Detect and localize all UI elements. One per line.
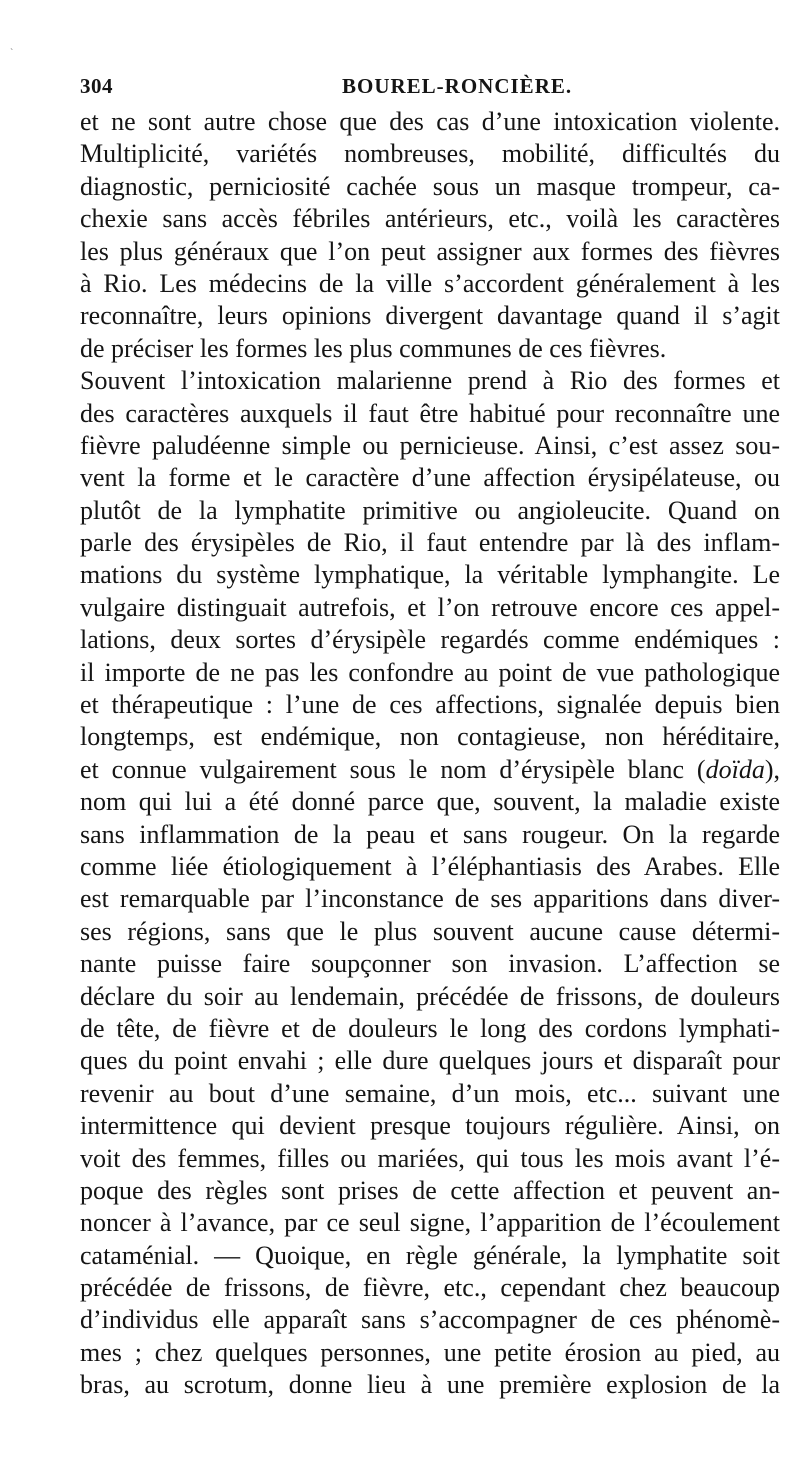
text-line: intermittence qui devient presque toujours régulière. Ainsi, on [80,1111,780,1141]
text-line: d’individus elle apparaît sans s’accompagner de ces phénomè- [80,1305,780,1335]
text-line: lations, deux sortes d’érysipèle regardés comme endémiques : [80,625,780,655]
text-line: mes ; chez quelques personnes, une petite érosion au pied, au [80,1337,780,1367]
text-line: cataménial. — Quoique, en règle générale, la lymphatite soit [80,1240,780,1270]
page-number: 304 [80,74,113,98]
text-line: noncer à l’avance, par ce seul signe, l’apparition de l’écoulement [80,1208,780,1238]
text-line: bras, au scrotum, donne lieu à une première explosion de la [80,1370,780,1400]
text-line: il importe de ne pas les confondre au point de vue pathologique [80,657,780,687]
text-line: Multiplicité, variétés nombreuses, mobilité, difficultés du [80,139,780,169]
text-line: reconnaître, leurs opinions divergent davantage quand il s’agit [80,301,780,331]
italic-term: doïda [705,754,765,784]
body-text [80,106,780,1402]
text-line: ques du point envahi ; elle dure quelques jours et disparaît pour [80,1046,780,1076]
text-line: déclare du soir au lendemain, précédée de frissons, de douleurs [80,981,780,1011]
text-line: de préciser les formes les plus communes de ces fièvres. [80,333,667,363]
text-line: sans inflammation de la peau et sans rougeur. On la regarde [80,819,780,849]
text-line: nom qui lui a été donné parce que, souvent, la maladie existe [80,787,780,817]
text-line: poque des règles sont prises de cette affection et peuvent an- [80,1175,780,1205]
text-line: et ne sont autre chose que des cas d’une intoxication violente. [80,107,780,136]
text-line: de tête, de fièvre et de douleurs le long des cordons lymphati- [80,1013,780,1043]
text-line: longtemps, est endémique, non contagieuse, non héréditaire, [80,722,780,752]
text-line: ses régions, sans que le plus souvent aucune cause détermi- [80,916,780,946]
text-line: précédée de frissons, de fièvre, etc., cependant chez beaucoup [80,1273,780,1303]
text-line: parle des érysipèles de Rio, il faut entendre par là des inflam- [80,528,780,558]
text-line: plutôt de la lymphatite primitive ou angioleucite. Quand on [80,495,780,525]
text-line: des caractères auxquels il faut être habitué pour reconnaître une [80,398,780,428]
text-line: nante puisse faire soupçonner son invasion. L’affection se [80,949,780,979]
text-line: comme liée étiologiquement à l’éléphantiasis des Arabes. Elle [80,851,780,881]
text-line: est remarquable par l’inconstance de ses apparitions dans diver- [80,884,780,914]
page-header [80,74,780,104]
text-line: Souvent l’intoxication malarienne prend à Rio des formes et [80,366,780,396]
text-line: et thérapeutique : l’une de ces affections, signalée depuis bien [80,690,780,720]
text-line: vulgaire distinguait autrefois, et l’on retrouve encore ces appel- [80,592,780,622]
text-line: mations du système lymphatique, la véritable lymphangite. Le [80,560,780,590]
text-line: les plus généraux que l’on peut assigner aux formes des fièvres [80,236,780,266]
text-line: revenir au bout d’une semaine, d’un mois, etc... suivant une [80,1078,780,1108]
text-line: chexie sans accès fébriles antérieurs, etc., voilà les caractères [80,204,780,234]
running-head: BOUREL-RONCIÈRE. [342,74,573,98]
page-edge-speck: ` [10,48,14,59]
text-line: diagnostic, perniciosité cachée sous un masque trompeur, ca- [80,171,780,201]
text-line: fièvre paludéenne simple ou pernicieuse. Ainsi, c’est assez sou- [80,430,780,460]
text-line: voit des femmes, filles ou mariées, qui tous les mois avant l’é- [80,1143,780,1173]
text-line: vent la forme et le caractère d’une affection érysipélateuse, ou [80,463,780,493]
text-line: et connue vulgairement sous le nom d’érysipèle blanc (doïda), [80,754,780,784]
text-line: à Rio. Les médecins de la ville s’accordent généralement à les [80,268,780,298]
